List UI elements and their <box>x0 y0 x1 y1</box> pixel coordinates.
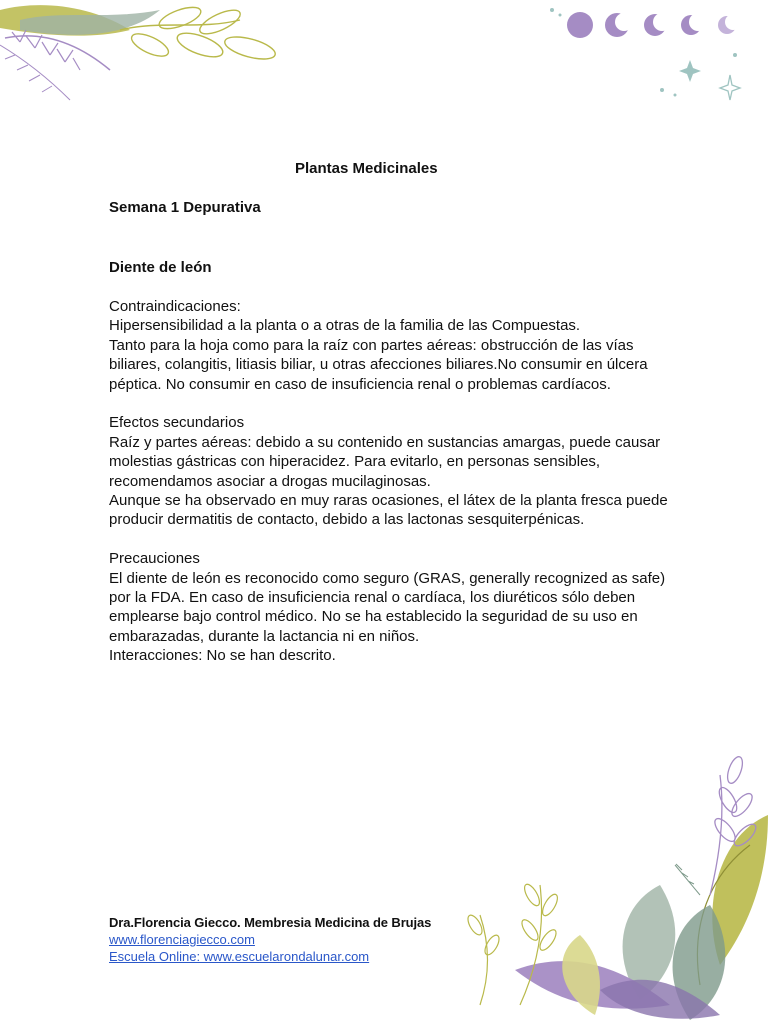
paragraph: Aunque se ha observado en muy raras ocasiones, el látex de la planta fresca puede producir dermatitis de contacto, debido a las lactonas sesquiterpénicas. <box>109 492 668 529</box>
paragraph: Raíz y partes aéreas: debido a su contenido en sustancias amargas, puede causar molestias gástricas con hiperacidez. Para evitarlo, en personas sensibles, recomendamos asociar a drogas mucilaginosas. <box>109 433 661 490</box>
leaf-decoration-top-left <box>0 0 310 110</box>
document-title: Plantas Medicinales <box>295 160 438 177</box>
plant-heading: Diente de león <box>109 259 212 276</box>
website-link[interactable]: www.florenciagiecco.com <box>109 932 255 947</box>
paragraph: El diente de león es reconocido como seguro (GRAS, generally recognized as safe) por la FDA. En caso de insuficiencia renal o cardíaca, los diuréticos sólo deben emplearse bajo control médico. No se ha establecido la seguridad de su uso en embarazadas, durante la lactancia ni en niños. <box>109 569 666 645</box>
section-label-precautions: Precauciones <box>109 550 200 568</box>
plant-description <box>109 297 669 666</box>
section-label-contraindications: Contraindicaciones: <box>109 298 241 315</box>
footer <box>109 914 431 965</box>
footer-author: Dra.Florencia Giecco. Membresia Medicina de Brujas <box>109 915 432 930</box>
paragraph: Tanto para la hoja como para la raíz con partes aéreas: obstrucción de las vías biliares, colangitis, litiasis biliar, u otras afecciones biliares.No consumir en úlcera péptica. No consumir en caso de insuficiencia renal o problemas cardíacos. <box>109 336 648 393</box>
school-link[interactable]: Escuela Online: www.escuelarondalunar.com <box>109 949 370 964</box>
paragraph: Interacciones: No se han descrito. <box>109 647 336 665</box>
moon-phases-decoration <box>540 0 768 110</box>
week-heading: Semana 1 Depurativa <box>109 199 261 216</box>
section-label-side-effects: Efectos secundarios <box>109 414 245 432</box>
leaf-decoration-bottom-right <box>420 755 768 1024</box>
paragraph: Hipersensibilidad a la planta o a otras de la familia de las Compuestas. <box>109 317 581 335</box>
